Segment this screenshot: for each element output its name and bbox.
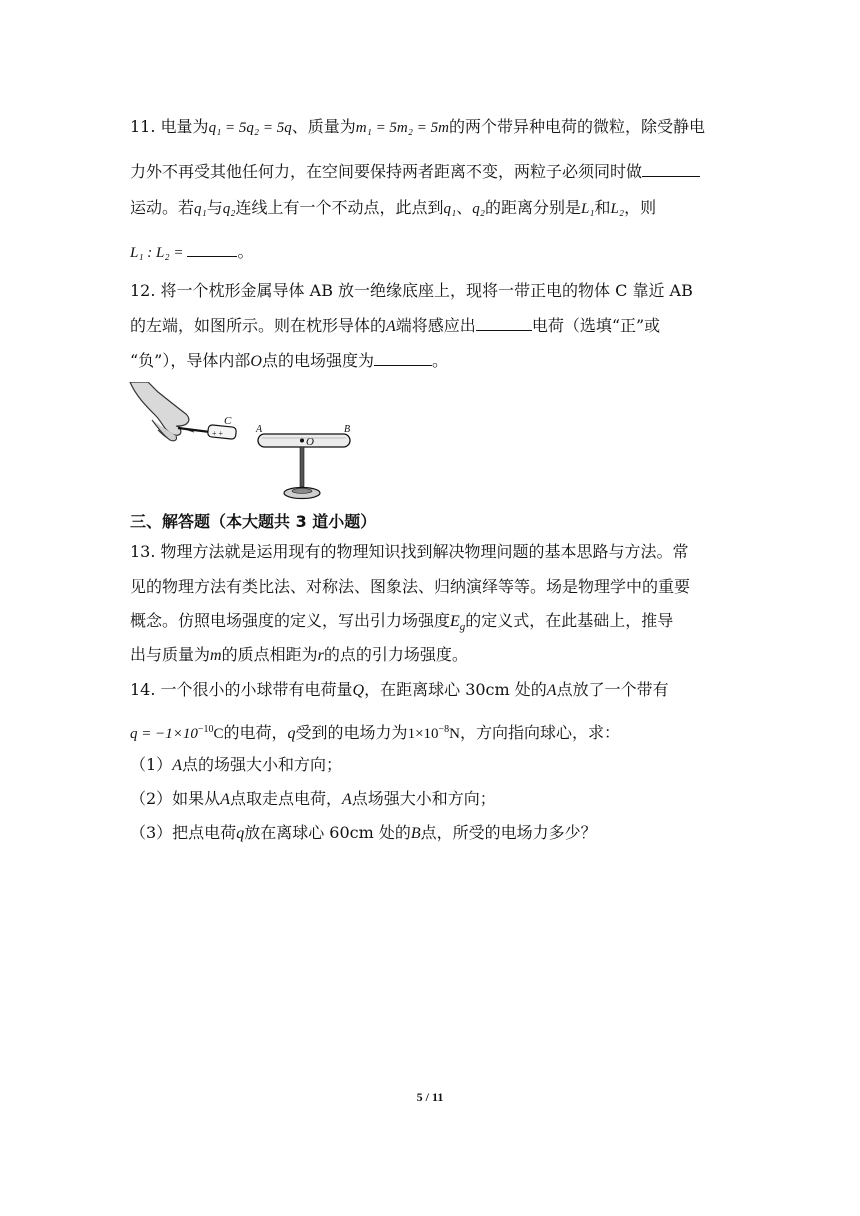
q12-line-2: 的左端，如图所示。则在枕形导体的A端将感应出 电荷（选填“正”或	[130, 316, 661, 335]
q14-part-2: （2）如果从A点取走点电荷，A点场强大小和方向；	[130, 789, 496, 808]
hand-illustration	[130, 382, 194, 441]
q13-line-3: 概念。仿照电场强度的定义，写出引力场强度$E_g$的定义式，在此基础上，推导	[130, 611, 674, 634]
charge-relation: q₁ = 5q₂ = 5q	[208, 120, 292, 136]
stand-base-top	[292, 489, 312, 494]
label-o: O	[306, 436, 314, 448]
rod-handle	[178, 428, 210, 432]
q12-line-1: 12. 将一个枕形金属导体 AB 放一绝缘底座上，现将一带正电的物体 C 靠近 AB	[130, 281, 693, 300]
label-b: B	[344, 424, 351, 435]
q14-line-1: 14. 一个很小的小球带有电荷量Q，在距离球心 30cm 处的A点放了一个带有	[130, 680, 669, 699]
q13-line-4: 出与质量为m的质点相距为r的点的引力场强度。	[130, 645, 468, 664]
point-o	[300, 439, 304, 443]
insulating-stand	[300, 447, 304, 487]
q13-line-2: 见的物理方法有类比法、对称法、图象法、归纳演绎等等。场是物理学中的重要	[130, 577, 691, 596]
q13-line-1: 13. 物理方法就是运用现有的物理知识找到解决物理问题的基本思路与方法。常	[130, 542, 689, 561]
q11-line-1: 11. 电量为q₁ = 5q₂ = 5q、质量为m₁ = 5m₂ = 5m的两个带异种电荷的微粒，除受静电	[130, 117, 705, 136]
q14-part-1: （1）A点的场强大小和方向；	[130, 755, 342, 774]
mass-relation: m₁ = 5m₂ = 5m	[355, 120, 449, 136]
answer-blank-ratio[interactable]	[187, 240, 237, 257]
page-number: 5 / 11	[416, 1090, 444, 1104]
ratio-expression: L₁ : L₂ =	[130, 245, 184, 261]
label-a: A	[256, 424, 263, 435]
positive-signs: + +	[212, 429, 224, 438]
q11-line-3: 运动。若q₁与q₂连线上有一个不动点，此点到q₁、q₂的距离分别是L₁和L₂，则	[130, 198, 657, 217]
q12-line-3: “负”），导体内部O点的电场强度为 。	[130, 351, 448, 370]
q11-line-2: 力外不再受其他任何力，在空间要保持两者距离不变，两粒子必须同时做	[130, 160, 730, 183]
answer-blank-charge-sign[interactable]	[476, 314, 532, 331]
answer-blank-field-strength[interactable]	[374, 349, 432, 366]
conductor-figure	[128, 382, 368, 504]
q14-line-2: $q = -1\times 10^{-10}C$的电荷，q受到的电场力为$1\times 10^{-8}N$，方向指向球心，求：	[130, 723, 621, 742]
answer-blank-motion[interactable]	[642, 160, 700, 177]
section-heading: 三、解答题（本大题共 3 道小题）	[130, 512, 377, 531]
force-value: $1\times 10^{-8}N$	[407, 724, 461, 742]
charge-value: $q = -1\times 10^{-10}C$	[130, 724, 224, 742]
label-c: C	[224, 415, 232, 427]
q11-line-4: L₁ : L₂ = 。	[130, 242, 254, 261]
q14-part-3: （3）把点电荷q放在离球心 60cm 处的B点，所受的电场力多少？	[130, 823, 597, 842]
